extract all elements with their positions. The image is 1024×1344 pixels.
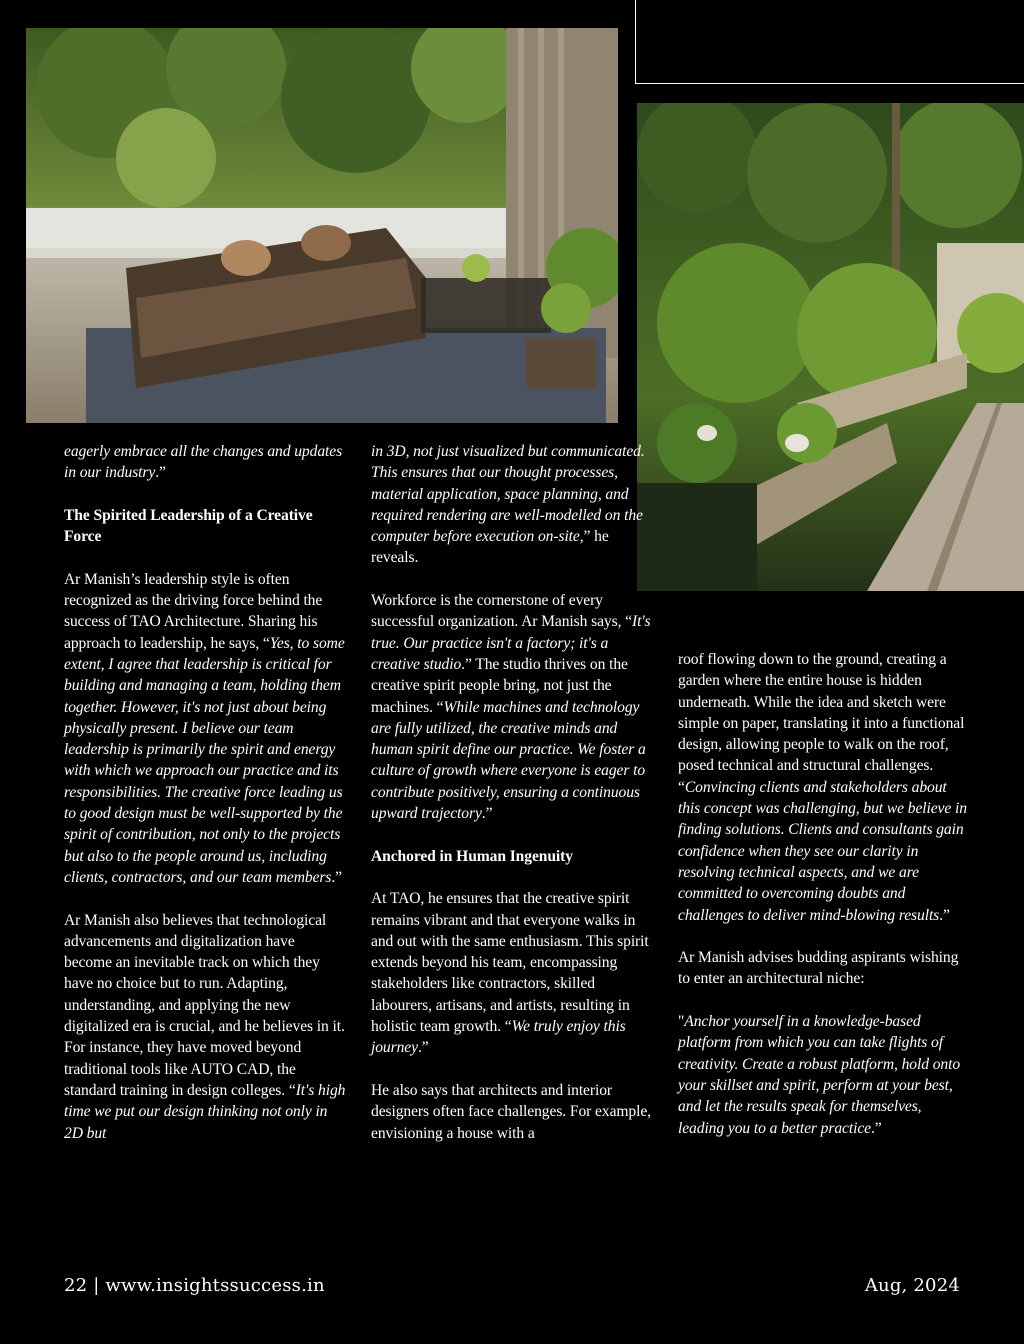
body-text: Ar Manish advises budding aspirants wishing to enter an architectural niche:: [678, 949, 959, 988]
paragraph: [371, 441, 655, 569]
paragraph: [678, 947, 968, 990]
body-text: .”: [331, 868, 342, 886]
issue-date: Aug, 2024: [864, 1275, 960, 1296]
body-text: Ar Manish also believes that technological advancements and digitalization have become an inevitable track on which they have no choice but to run. Adapting, understanding, and applying the new digitalized era is crucial, and he believes in it. For instance, they have moved beyond traditional tools like AUTO CAD, the standard training in design colleges. “: [64, 911, 345, 1099]
body-text: He also says that architects and interior designers often face challenges. For example, envisioning a house with a: [371, 1081, 651, 1142]
quote-text: in 3D, not just visualized but communicated. This ensures that our thought processes, material application, space planning, and required rendering are well-modelled on the computer before execution on-site: [371, 443, 645, 546]
paragraph: [371, 590, 655, 824]
quote-text: Yes, to some extent, I agree that leadership is critical for building and managing a team, holding them together. However, it's not just about being physically present. I believe our team leadership is primarily the spirit and energy with which we approach our practice and its responsibilities. The creative force leading us to good design must be well-supported by the spirit of contribution, not only to the projects but also to the people around us, including clients, contractors, and our team members: [64, 634, 345, 886]
body-text: Workforce is the cornerstone of every successful organization. Ar Manish says, “: [371, 592, 632, 631]
quote-text: Anchor yourself in a knowledge-based platform from which you can take flights of creativity. Create a robust platform, hold onto your skillset and spirit, perform at your best, and let the results speak for themselves, leading you to a better practice: [678, 1013, 961, 1137]
paragraph: [64, 569, 346, 888]
quote-text: It's true. Our practice isn't a factory; it's a creative studio: [371, 613, 651, 673]
body-text: ,” he reveals.: [371, 528, 609, 567]
quote-text: Convincing clients and stakeholders about this concept was challenging, but we believe in finding solutions. Clients and consultants gain confidence when they see our clarity in resolving technical aspects, and we are committed to overcoming doubts and challenges to deliver mind-blowing results: [678, 778, 967, 924]
article-column-3: [678, 649, 968, 1139]
page-number-website: 22 | www.insightssuccess.in: [64, 1275, 325, 1296]
body-text: .”: [481, 805, 493, 823]
quote-text: We truly enjoy this journey: [371, 1018, 626, 1057]
paragraph: [371, 888, 655, 1058]
body-text: roof flowing down to the ground, creating a garden where the entire house is hidden underneath. While the idea and sketch were simple on paper, translating it into a functional design, allowing people to walk on the roof, posed technical and structural challenges. “: [678, 651, 965, 796]
quote-text: It's high time we put our design thinking not only in 2D but: [64, 1081, 346, 1142]
body-text: .”: [155, 464, 166, 482]
article-column-2: [371, 441, 655, 1144]
body-text: .”: [870, 1119, 882, 1137]
body-text: .”: [939, 906, 950, 924]
section-heading: Anchored in Human Ingenuity: [371, 847, 573, 865]
body-text: ": [678, 1013, 685, 1031]
body-text: .”: [417, 1039, 429, 1057]
paragraph: [64, 441, 346, 484]
body-text: .” The studio thrives on the creative spirit people bring, not just the machines. “: [371, 655, 628, 716]
living-room-photo: [26, 28, 618, 423]
garden-photo: [637, 103, 1024, 591]
paragraph: [678, 649, 968, 926]
quote-text: eagerly embrace all the changes and updates in our industry: [64, 443, 343, 482]
decorative-frame: [635, 0, 1024, 84]
paragraph: [64, 910, 346, 1144]
body-text: Ar Manish’s leadership style is often recognized as the driving force behind the success of TAO Architecture. Sharing his approach to leadership, he says, “: [64, 570, 323, 652]
quote-text: While machines and technology are fully utilized, the creative minds and human spirit define our practice. We foster a culture of growth where everyone is eager to contribute positively, ensuring a continuous upward trajectory: [371, 698, 646, 823]
article-column-1: [64, 441, 346, 1144]
body-text: At TAO, he ensures that the creative spirit remains vibrant and that everyone walks in and out with the same enthusiasm. This spirit extends beyond his team, encompassing stakeholders like contractors, skilled labourers, artisans, and artists, resulting in holistic team growth. “: [371, 890, 649, 1036]
paragraph: [678, 1011, 968, 1139]
paragraph: [371, 1080, 655, 1144]
section-heading: The Spirited Leadership of a Creative Force: [64, 506, 313, 546]
